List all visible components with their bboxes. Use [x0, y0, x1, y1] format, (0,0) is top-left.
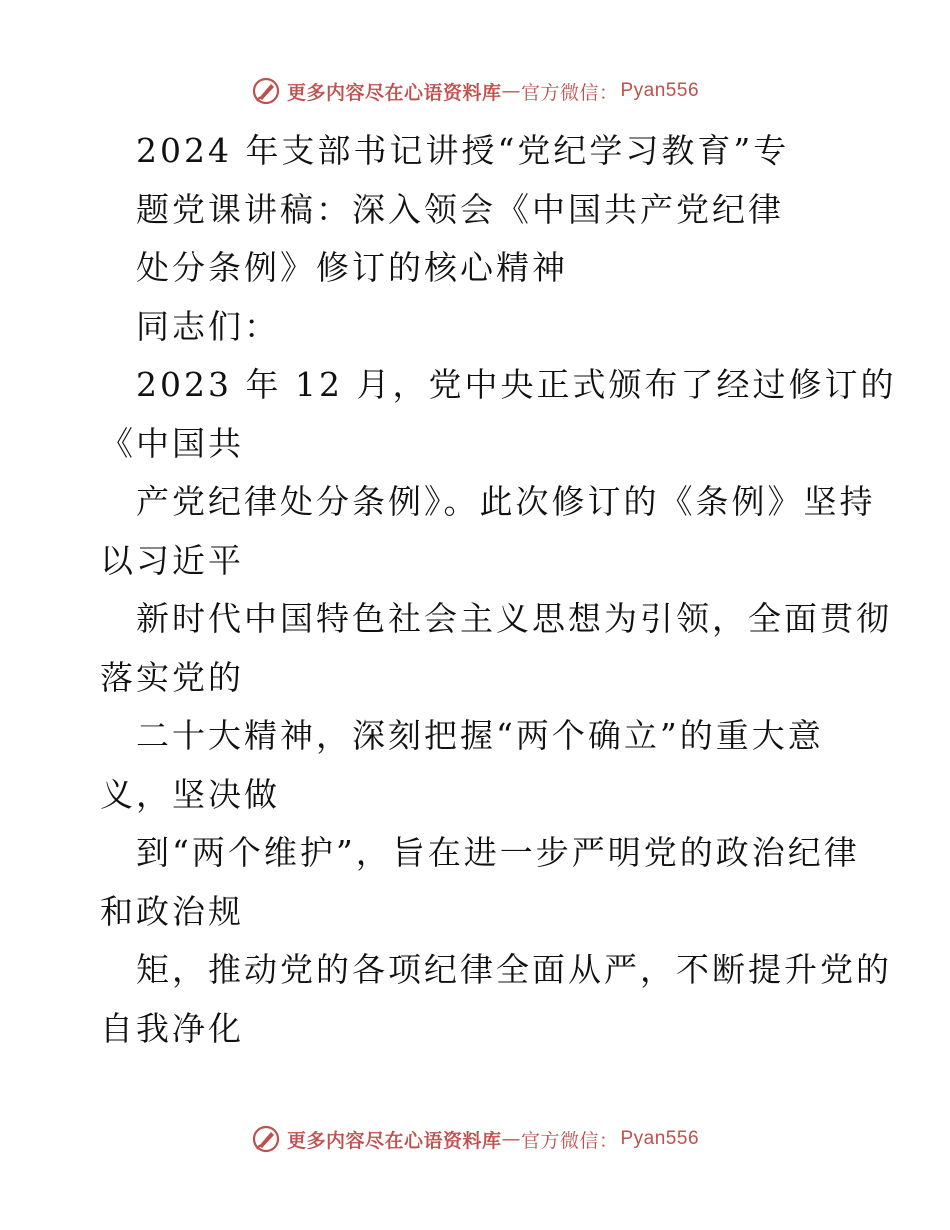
- paragraph-line: 自我净化: [100, 1008, 244, 1048]
- header-watermark: [0, 71, 950, 111]
- watermark-text: 更多内容尽在心语资料库: [286, 81, 502, 104]
- paragraph-line: 《中国共: [100, 423, 244, 463]
- paragraph-line: 2023 年 12 月，党中央正式颁布了经过修订的: [136, 365, 897, 404]
- paragraph-line: 矩，推动党的各项纪律全面从严，不断提升党的: [136, 950, 892, 989]
- paragraph-line: 和政治规: [100, 891, 244, 931]
- watermark-text: 更多内容尽在心语资料库: [286, 1129, 502, 1152]
- watermark-separator: —: [501, 1128, 521, 1150]
- footer-watermark: [0, 1119, 950, 1159]
- title-line: 2024 年支部书记讲授“党纪学习教育”专: [136, 131, 790, 170]
- quill-pen-logo-icon: [251, 76, 281, 106]
- paragraph-line: 二十大精神，深刻把握“两个确立”的重大意: [136, 716, 824, 755]
- watermark-wechat-id: Pyan556: [620, 1128, 700, 1149]
- title-line: 题党课讲稿：深入领会《中国共产党纪律: [136, 189, 784, 229]
- paragraph-line: 落实党的: [100, 657, 244, 697]
- paragraph-line: 新时代中国特色社会主义思想为引领，全面贯彻: [136, 599, 892, 638]
- watermark-label: 官方微信：: [520, 81, 619, 104]
- paragraph-line: 到“两个维护”，旨在进一步严明党的政治纪律: [136, 833, 860, 872]
- paragraph-line: 以习近平: [100, 540, 244, 580]
- document-body: [100, 122, 897, 1058]
- paragraph-line: 产党纪律处分条例》。此次修订的《条例》坚持: [136, 482, 876, 521]
- paragraph-line: 义，坚决做: [100, 774, 280, 814]
- quill-pen-logo-icon: [251, 1124, 281, 1154]
- watermark-separator: —: [501, 80, 521, 102]
- title-line: 处分条例》修订的核心精神: [136, 248, 568, 287]
- greeting: 同志们：: [136, 306, 280, 346]
- watermark-label: 官方微信：: [520, 1129, 619, 1152]
- watermark-wechat-id: Pyan556: [620, 80, 700, 101]
